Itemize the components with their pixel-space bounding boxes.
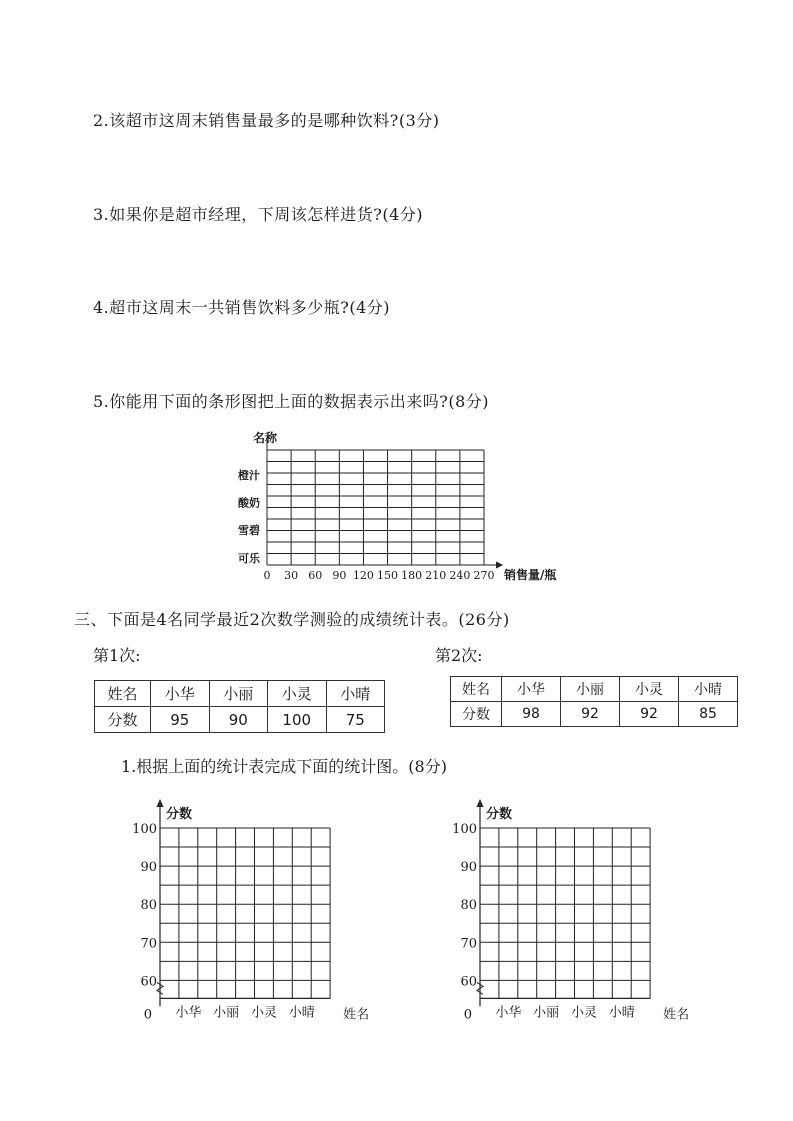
y-tick-label: 60	[460, 974, 477, 990]
y-tick-label: 90	[460, 860, 477, 876]
y-tick-label: 90	[140, 860, 157, 876]
x-category-label: 小丽	[213, 1005, 240, 1021]
y-tick-label: 100	[452, 822, 477, 837]
axis-break-mark	[477, 982, 483, 994]
table-cell: 小晴	[679, 677, 738, 702]
y-tick-label: 80	[460, 898, 477, 914]
bar-x-tick-label: 30	[284, 569, 299, 582]
x-category-label: 小晴	[288, 1005, 315, 1021]
table-cell: 小丽	[561, 677, 620, 702]
table-cell: 92	[561, 702, 620, 727]
y-axis-arrow	[157, 799, 164, 807]
question-2: 2.该超市这周末销售量最多的是哪种饮料?(3分)	[93, 111, 440, 130]
y-tick-label: 100	[132, 822, 157, 837]
table-cell: 分数	[451, 702, 502, 727]
x-category-label: 小灵	[570, 1005, 597, 1021]
table1-caption: 第1次:	[93, 646, 141, 665]
table-cell: 分数	[95, 707, 151, 733]
bar-x-tick-label: 270	[473, 569, 495, 582]
line-chart-grid-2	[445, 795, 705, 1030]
x-category-label: 小华	[495, 1005, 522, 1021]
origin-label: 0	[143, 1007, 152, 1023]
table-row	[451, 702, 738, 727]
x-axis-title: 姓名	[343, 1007, 370, 1023]
table-cell: 小晴	[326, 681, 385, 707]
x-category-label: 小华	[175, 1005, 202, 1021]
table-row	[451, 677, 738, 702]
table-cell: 90	[209, 707, 268, 733]
bar-x-tick-label: 90	[332, 569, 347, 582]
table-cell: 85	[679, 702, 738, 727]
bar-category-label: 雪碧	[238, 524, 260, 538]
bar-x-tick-label: 240	[449, 569, 471, 582]
table-row	[95, 681, 385, 707]
table-cell: 75	[326, 707, 385, 733]
y-axis-title: 分数	[166, 807, 193, 822]
section-3-title: 三、下面是4名同学最近2次数学测验的成绩统计表。(26分)	[74, 610, 510, 629]
section-3-question-1: 1.根据上面的统计表完成下面的统计图。(8分)	[121, 757, 447, 776]
table-cell: 小华	[151, 681, 210, 707]
bar-category-label: 可乐	[238, 551, 260, 565]
table-cell: 小灵	[620, 677, 679, 702]
bar-x-tick-label: 180	[401, 569, 423, 582]
table-cell: 小华	[502, 677, 561, 702]
x-axis-title: 姓名	[663, 1007, 690, 1023]
table2-caption: 第2次:	[435, 646, 483, 665]
bar-x-tick-label: 210	[425, 569, 447, 582]
y-tick-label: 70	[140, 936, 157, 952]
x-category-label: 小晴	[608, 1005, 635, 1021]
table-cell: 95	[151, 707, 210, 733]
x-category-label: 小灵	[250, 1005, 277, 1021]
bar-x-tick-label: 120	[352, 569, 374, 582]
table-row	[95, 707, 385, 733]
y-axis-arrow	[477, 799, 484, 807]
y-tick-label: 70	[460, 936, 477, 952]
y-axis-title: 分数	[486, 807, 513, 822]
table-cell: 98	[502, 702, 561, 727]
bar-category-label: 酸奶	[238, 496, 260, 510]
table-cell: 92	[620, 702, 679, 727]
axis-break-mark	[157, 982, 163, 994]
x-axis-arrow	[496, 562, 502, 568]
bar-category-label: 橙汁	[238, 469, 260, 482]
table-cell: 姓名	[95, 681, 151, 707]
bar-x-tick-label: 150	[377, 569, 399, 582]
score-table-1	[94, 680, 385, 733]
question-3: 3.如果你是超市经理，下周该怎样进货?(4分)	[93, 205, 424, 224]
table-cell: 小丽	[209, 681, 268, 707]
bar-x-tick-label: 60	[308, 569, 323, 582]
bar-y-axis-title: 名称	[253, 431, 278, 445]
line-chart-grid-1	[125, 795, 385, 1030]
table-cell: 姓名	[451, 677, 502, 702]
y-tick-label: 60	[140, 974, 157, 990]
table-cell: 100	[268, 707, 327, 733]
origin-label: 0	[463, 1007, 472, 1023]
bar-x-axis-title: 销售量/瓶	[504, 568, 557, 582]
question-5: 5.你能用下面的条形图把上面的数据表示出来吗?(8分)	[93, 392, 490, 411]
x-category-label: 小丽	[533, 1005, 560, 1021]
y-tick-label: 80	[140, 898, 157, 914]
question-4: 4.超市这周末一共销售饮料多少瓶?(4分)	[93, 298, 391, 317]
bar-chart-grid	[220, 422, 580, 587]
score-table-2	[450, 676, 738, 727]
table-cell: 小灵	[268, 681, 327, 707]
bar-x-tick-label: 0	[263, 569, 271, 582]
